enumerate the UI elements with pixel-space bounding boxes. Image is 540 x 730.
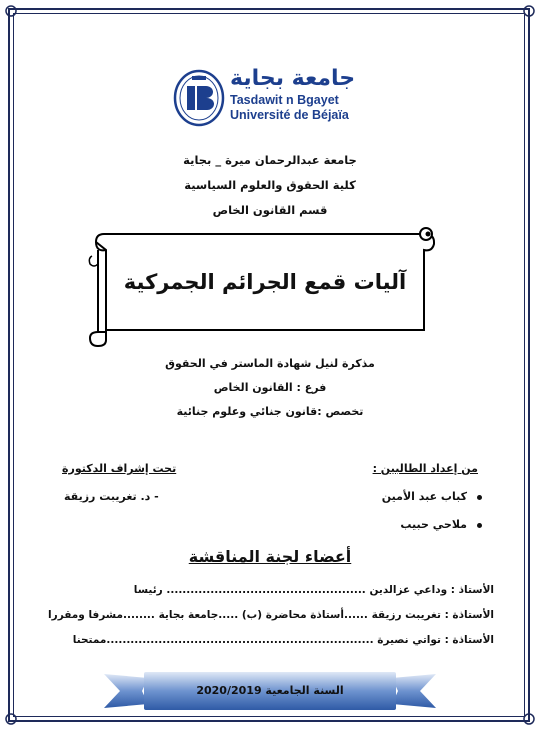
supervisor-name: - د. تغريبت رزيقة [64, 490, 159, 503]
bullet-icon [477, 495, 482, 500]
committee-member: الأستاذة : تغريبت رزيقة ......أستاذة محاضرة (ب) .....جامعة بجاية ........مشرفا ومقررا [48, 609, 494, 621]
specialty-line: تخصص :قانون جنائي وعلوم جنائية [176, 405, 364, 418]
thesis-title: آليات قمع الجرائم الجمركية [123, 270, 407, 294]
university-french-name: Université de Béjaïa [230, 108, 349, 122]
bullet-icon [477, 523, 482, 528]
committee-heading: أعضاء لجنة المناقشة [188, 547, 352, 566]
institution-department: قسم القانون الخاص [212, 203, 328, 217]
university-arabic-name: جامعة بجاية [230, 66, 356, 91]
committee-member: الأستاذة : تواتي نصيرة ...................................................................ممتحنا [72, 634, 494, 646]
university-logo [172, 66, 372, 132]
committee-member: الأستاذ : وداعي عزالدين .................................................. رئيسا [133, 584, 494, 596]
corner-ornament-bottom-left [4, 712, 18, 726]
student-name: ملاحي حبيب [400, 518, 467, 531]
student-item [382, 490, 482, 503]
student-item [400, 518, 482, 531]
branch-line: فرع : القانون الخاص [213, 381, 327, 394]
corner-ornament-top-left [4, 4, 18, 18]
institution-faculty: كلية الحقوق والعلوم السياسية [184, 178, 356, 192]
degree-line: مذكرة لنيل شهادة الماستر في الحقوق [165, 357, 375, 370]
academic-year: السنة الجامعية 2020/2019 [196, 684, 344, 697]
university-emblem-icon [172, 68, 226, 128]
corner-ornament-bottom-right [522, 712, 536, 726]
university-amazigh-name: Tasdawit n Bgayet [230, 93, 339, 107]
students-heading: من إعداد الطالبين : [372, 462, 478, 475]
student-name: كباب عبد الأمين [381, 490, 467, 503]
institution-university: جامعة عبدالرحمان ميرة _ بجاية [183, 153, 357, 167]
corner-ornament-top-right [522, 4, 536, 18]
supervisor-heading: تحت إشراف الدكتورة [62, 462, 177, 475]
